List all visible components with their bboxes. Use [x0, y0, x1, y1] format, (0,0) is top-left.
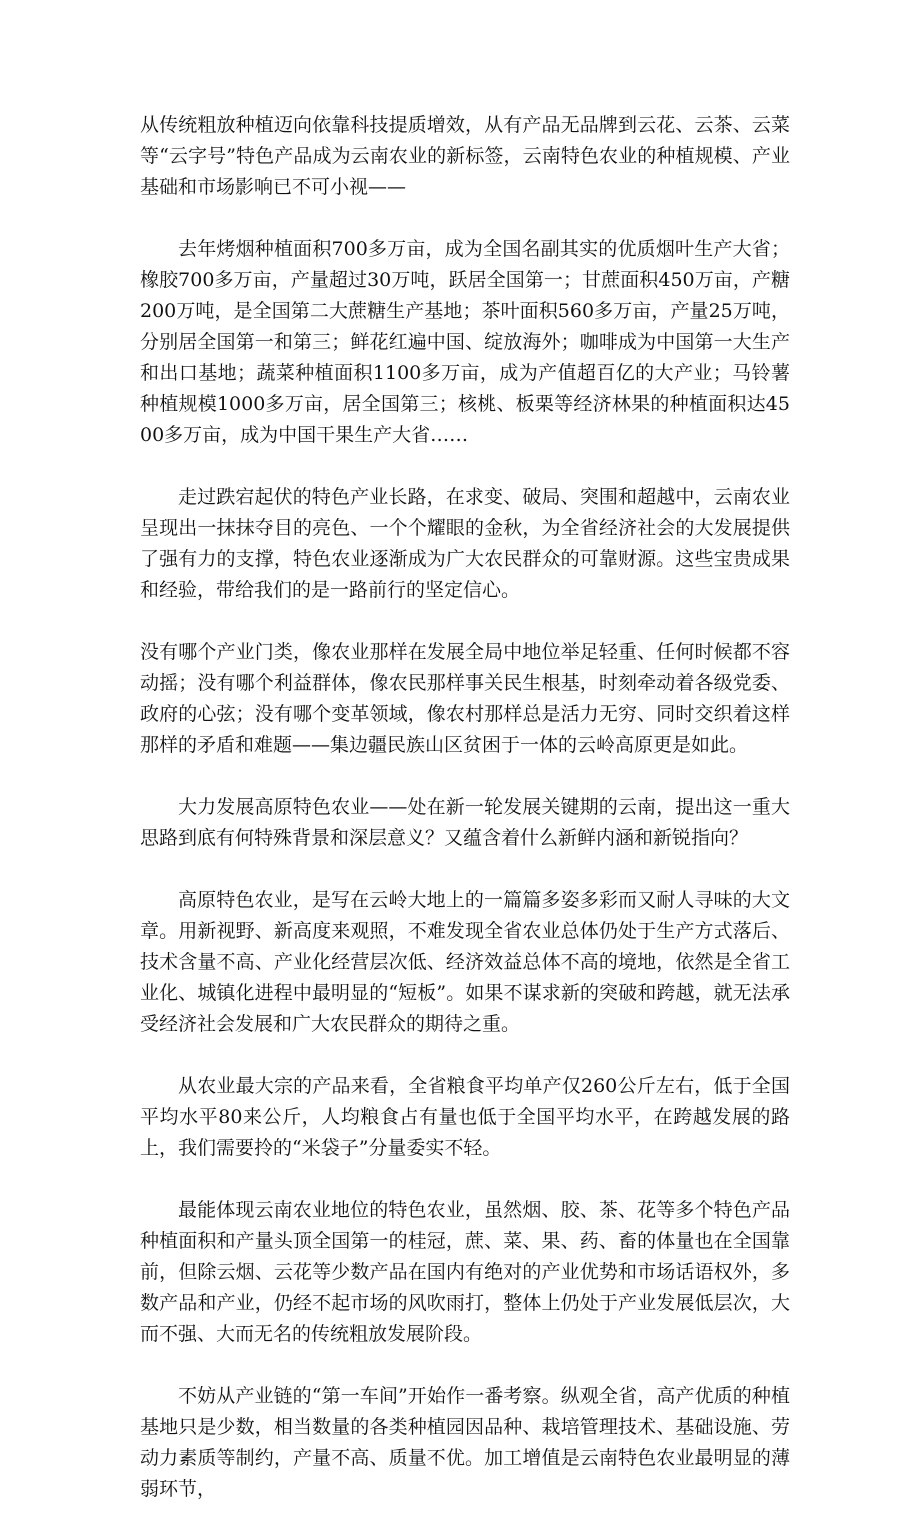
paragraph-3: 走过跌宕起伏的特色产业长路，在求变、破局、突围和超越中，云南农业呈现出一抹抹夺目的亮色、一个个耀眼的金秋，为全省经济社会的大发展提供了强有力的支撑，特色农业逐渐成为广大农民群众的可靠财源。这些宝贵成果和经验，带给我们的是一路前行的坚定信心。 — [140, 486, 790, 601]
paragraph-4: 没有哪个产业门类，像农业那样在发展全局中地位举足轻重、任何时候都不容动摇；没有哪个利益群体，像农民那样事关民生根基，时刻牵动着各级党委、政府的心弦；没有哪个变革领域，像农村那样总是活力无穷、同时交织着这样那样的矛盾和难题——集边疆民族山区贫困于一体的云岭高原更是如此。 — [140, 641, 790, 756]
paragraph-7: 从农业最大宗的产品来看，全省粮食平均单产仅260公斤左右，低于全国平均水平80来公斤，人均粮食占有量也低于全国平均水平，在跨越发展的路上，我们需要拎的“米袋子”分量委实不轻。 — [140, 1075, 790, 1159]
paragraph-8: 最能体现云南农业地位的特色农业，虽然烟、胶、茶、花等多个特色产品种植面积和产量头顶全国第一的桂冠，蔗、菜、果、药、畜的体量也在全国靠前，但除云烟、云花等少数产品在国内有绝对的产业优势和市场话语权外，多数产品和产业，仍经不起市场的风吹雨打，整体上仍处于产业发展低层次，大而不强、大而无名的传统粗放发展阶段。 — [140, 1199, 790, 1345]
paragraph-5: 大力发展高原特色农业——处在新一轮发展关键期的云南，提出这一重大思路到底有何特殊背景和深层意义？又蕴含着什么新鲜内涵和新锐指向？ — [140, 796, 790, 849]
paragraph-6: 高原特色农业，是写在云岭大地上的一篇篇多姿多彩而又耐人寻味的大文章。用新视野、新高度来观照，不难发现全省农业总体仍处于生产方式落后、技术含量不高、产业化经营层次低、经济效益总体不高的境地，依然是全省工业化、城镇化进程中最明显的“短板”。如果不谋求新的突破和跨越，就无法承受经济社会发展和广大农民群众的期待之重。 — [140, 889, 790, 1035]
article-body — [140, 110, 790, 1536]
paragraph-9: 不妨从产业链的“第一车间”开始作一番考察。纵观全省，高产优质的种植基地只是少数，相当数量的各类种植园因品种、栽培管理技术、基础设施、劳动力素质等制约，产量不高、质量不优。加工增值是云南特色农业最明显的薄弱环节， — [140, 1385, 790, 1500]
paragraph-2: 去年烤烟种植面积700多万亩，成为全国名副其实的优质烟叶生产大省；橡胶700多万亩，产量超过30万吨，跃居全国第一；甘蔗面积450万亩，产糖200万吨，是全国第二大蔗糖生产基地；茶叶面积560多万亩，产量25万吨，分别居全国第一和第三；鲜花红遍中国、绽放海外；咖啡成为中国第一大生产和出口基地；蔬菜种植面积1100多万亩，成为产值超百亿的大产业；马铃薯种植规模1000多万亩，居全国第三；核桃、板栗等经济林果的种植面积达4500多万亩，成为中国干果生产大省…… — [140, 238, 790, 446]
paragraph-1: 从传统粗放种植迈向依靠科技提质增效，从有产品无品牌到云花、云茶、云菜等“云字号”特色产品成为云南农业的新标签，云南特色农业的种植规模、产业基础和市场影响已不可小视—— — [140, 114, 790, 198]
